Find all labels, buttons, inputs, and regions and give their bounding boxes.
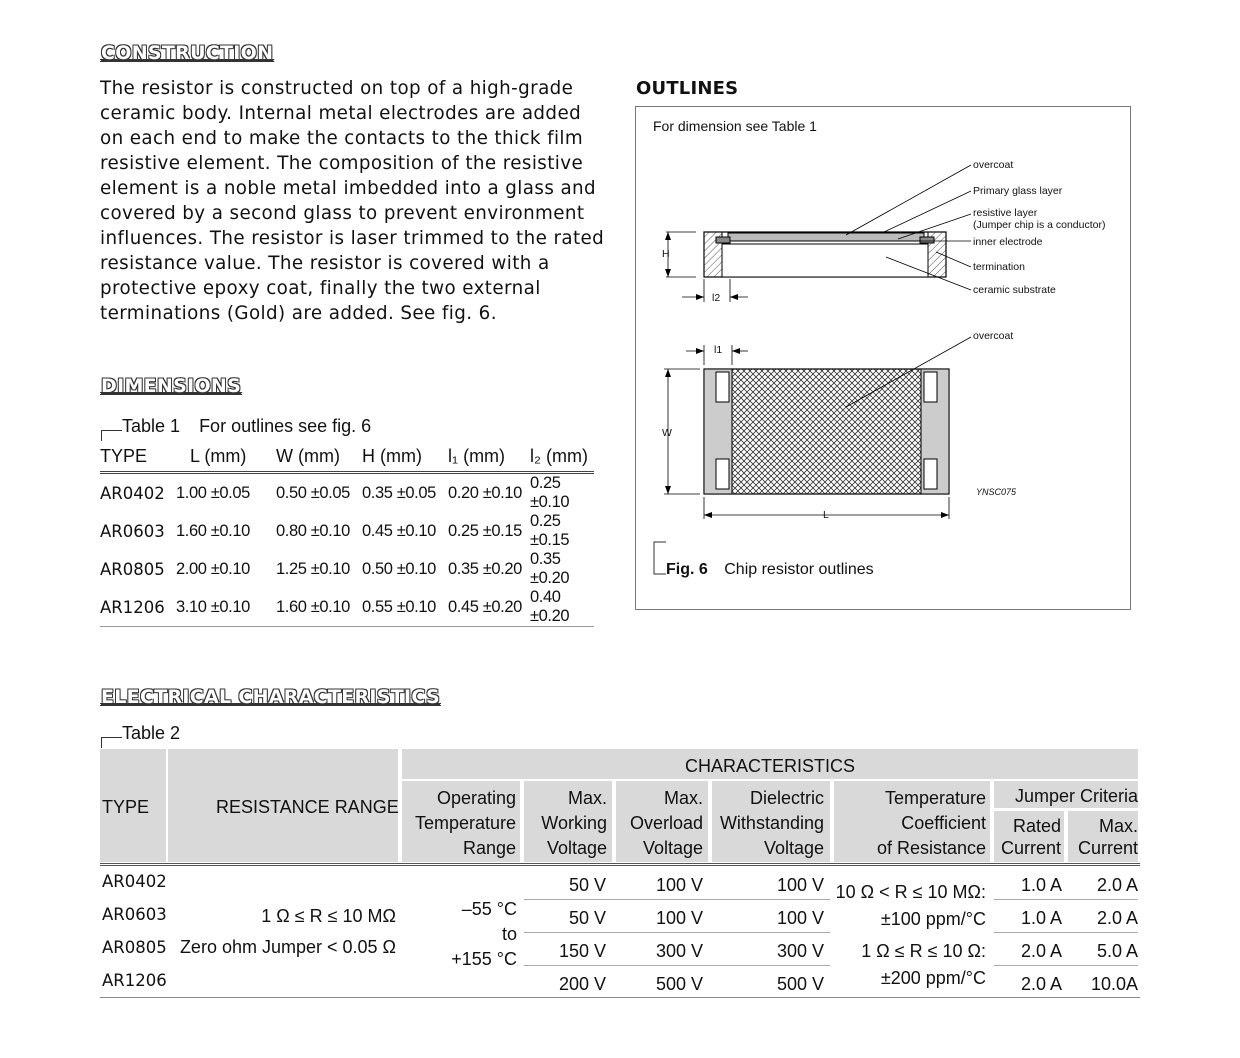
tc-line: 1 Ω ≤ R ≤ 10 Ω:	[861, 941, 986, 961]
header-line: Working	[541, 813, 607, 833]
working-cell: 200 V	[558, 974, 606, 994]
type-cell: AR1206	[102, 971, 167, 990]
text-line: element is a noble metal imbedded into a glass and	[100, 178, 597, 199]
outlines-title: OUTLINES	[636, 78, 739, 99]
table2-label-row	[101, 723, 180, 744]
header-line: Dielectric	[749, 788, 824, 808]
type-cell: AR0603	[102, 905, 167, 924]
table2-label: Table 2	[122, 723, 181, 743]
cell: 0.40 ±0.20	[530, 588, 594, 627]
cell: 0.50 ±0.05	[276, 483, 350, 502]
cell: 3.10 ±0.10	[176, 588, 276, 627]
col-l2: l₂ (mm)	[530, 446, 594, 473]
cell: 0.25 ±0.10	[530, 474, 570, 511]
header-line: Range	[462, 838, 516, 858]
fig-corner-mark	[654, 542, 666, 574]
op-line: to	[501, 924, 517, 944]
header-line: Coefficient	[901, 813, 986, 833]
overload-cell: 100 V	[655, 875, 703, 895]
cell: AR0603	[100, 521, 165, 541]
header-line: Overload	[629, 813, 703, 833]
max-current-cell: 2.0 A	[1096, 908, 1138, 928]
cell: 1.00 ±0.05	[176, 483, 250, 502]
col-resistance-range: RESISTANCE RANGE	[216, 797, 399, 817]
cell: 0.25 ±0.15	[530, 512, 570, 549]
cell: AR0805	[100, 559, 165, 579]
op-temp-cell	[402, 897, 517, 972]
label-ceramic: ceramic substrate	[973, 284, 1056, 296]
figure-code: YNSC075	[976, 487, 1017, 497]
row-separator	[524, 965, 830, 966]
dimensions-table	[100, 446, 594, 627]
dim-l: L	[823, 509, 829, 521]
header-line: Max.	[567, 788, 607, 808]
dimensions-title: DIMENSIONS	[101, 375, 242, 397]
overload-cell: 500 V	[655, 974, 703, 994]
rated-cell: 2.0 A	[1020, 941, 1062, 961]
label-primary-glass: Primary glass layer	[973, 185, 1063, 197]
max-current-cell: 2.0 A	[1096, 875, 1138, 895]
outlines-figure	[635, 106, 1131, 610]
cell: 0.45 ±0.10	[362, 521, 436, 540]
table-corner-mark	[101, 737, 122, 748]
table1-label: Table 1	[122, 416, 181, 436]
overload-cell: 300 V	[655, 941, 703, 961]
cell: AR1206	[100, 588, 176, 627]
header-line: Voltage	[763, 838, 824, 858]
label-resistive: resistive layer	[973, 207, 1038, 219]
top-view	[664, 337, 971, 519]
tc-cell	[830, 879, 986, 992]
cell: 0.35 ±0.20	[530, 550, 570, 587]
header-line: Operating	[436, 788, 516, 808]
table-row	[100, 512, 594, 550]
cell: 1.60 ±0.10	[176, 521, 250, 540]
cell: 2.00 ±0.10	[176, 559, 250, 578]
cell: 0.50 ±0.10	[362, 559, 436, 578]
col-dielectric	[712, 786, 824, 861]
header-rule	[100, 863, 1140, 866]
construction-title: CONSTRUCTION	[101, 42, 274, 64]
table-header	[100, 446, 594, 473]
label-inner-electrode: inner electrode	[973, 236, 1043, 248]
dielectric-cell: 100 V	[776, 875, 824, 895]
text-line: protective epoxy coat, finally the two external	[100, 278, 541, 299]
chip-diagram	[636, 107, 1130, 609]
cell: 0.25 ±0.15	[448, 521, 522, 540]
col-h: H (mm)	[362, 446, 448, 473]
tc-line: ±200 ppm/°C	[880, 968, 986, 988]
op-line: –55 °C	[461, 899, 517, 919]
max-current-cell: 10.0A	[1090, 974, 1138, 994]
fig-caption: Chip resistor outlines	[724, 561, 874, 578]
col-overload-voltage	[616, 786, 703, 861]
max-current-cell: 5.0 A	[1096, 941, 1138, 961]
overload-cell: 100 V	[655, 908, 703, 928]
table-corner-mark	[101, 430, 122, 441]
header-line: Withstanding	[719, 813, 824, 833]
cell: 0.45 ±0.20	[448, 588, 530, 627]
text-line: influences. The resistor is laser trimmed to the rated	[100, 228, 605, 249]
electrical-title: ELECTRICAL CHARACTERISTICS	[101, 686, 441, 708]
range-cell: 1 Ω ≤ R ≤ 10 MΩ	[261, 906, 396, 926]
header-line: Temperature	[414, 813, 516, 833]
header-line: of Resistance	[876, 838, 986, 858]
col-l1: l₁ (mm)	[448, 446, 530, 473]
row-separator	[994, 899, 1138, 900]
text-line: terminations (Gold) are added. See fig. 6.	[100, 303, 497, 324]
header-line: Voltage	[642, 838, 703, 858]
table-row	[100, 588, 594, 627]
cell: 1.25 ±0.10	[276, 559, 350, 578]
electrical-table	[100, 749, 1140, 999]
working-cell: 50 V	[568, 908, 606, 928]
construction-text	[100, 76, 620, 326]
col-operating-temp	[402, 786, 516, 861]
working-cell: 150 V	[558, 941, 606, 961]
label-overcoat-top: overcoat	[973, 330, 1014, 342]
row-separator	[994, 932, 1138, 933]
col-rated-current	[994, 815, 1061, 859]
table1-caption: For outlines see fig. 6	[199, 416, 372, 436]
text-line: resistive element. The composition of the resistive	[100, 153, 584, 174]
dielectric-cell: 300 V	[776, 941, 824, 961]
text-line: ceramic body. Internal metal electrodes are added	[100, 103, 582, 124]
table-bottom-rule	[100, 997, 1140, 998]
rated-cell: 1.0 A	[1020, 875, 1062, 895]
type-cell: AR0805	[102, 938, 167, 957]
table-row	[100, 550, 594, 588]
text-line: on each end to make the contacts to the thick film	[100, 128, 584, 149]
outlines-note: For dimension see Table 1	[653, 118, 817, 134]
text-line: resistance value. The resistor is covered with a	[100, 253, 550, 274]
col-l: L (mm)	[176, 446, 276, 473]
tc-line: ±100 ppm/°C	[880, 909, 986, 929]
type-cell: AR0402	[102, 872, 167, 891]
rated-cell: 1.0 A	[1020, 908, 1062, 928]
table-row	[100, 473, 594, 513]
fig-caption-row	[666, 561, 874, 579]
text-line: covered by a second glass to prevent environment	[100, 203, 585, 224]
range-cell: Zero ohm Jumper < 0.05 Ω	[179, 937, 396, 957]
cell: 0.80 ±0.10	[276, 521, 350, 540]
header-line: Current	[1000, 838, 1061, 858]
cell: 0.20 ±0.10	[448, 483, 522, 502]
cell: AR0402	[100, 483, 165, 503]
cell: 0.55 ±0.10	[362, 588, 448, 627]
header-line: Max.	[663, 788, 703, 808]
text-line: The resistor is constructed on top of a high-grade	[100, 78, 574, 99]
tc-line: 10 Ω < R ≤ 10 MΩ:	[835, 882, 986, 902]
header-line: Current	[1077, 838, 1138, 858]
dielectric-cell: 500 V	[776, 974, 824, 994]
cell: 0.35 ±0.20	[448, 559, 522, 578]
dim-l1: l1	[714, 344, 723, 356]
rated-cell: 2.0 A	[1020, 974, 1062, 994]
side-view	[665, 165, 971, 302]
row-separator	[524, 899, 830, 900]
col-working-voltage	[524, 786, 607, 861]
row-separator	[994, 965, 1138, 966]
working-cell: 50 V	[568, 875, 606, 895]
header-line: Voltage	[546, 838, 607, 858]
col-type: TYPE	[102, 797, 150, 817]
header-line: Max.	[1098, 816, 1138, 836]
label-jumper: (Jumper chip is a conductor)	[973, 219, 1106, 231]
header-line: Rated	[1012, 816, 1061, 836]
jumper-criteria-header: Jumper Criteria	[1014, 786, 1138, 806]
fig-label: Fig. 6	[666, 561, 708, 578]
col-type: TYPE	[100, 446, 176, 473]
characteristics-header: CHARACTERISTICS	[685, 756, 856, 776]
cell: 1.60 ±0.10	[276, 588, 362, 627]
label-overcoat: overcoat	[973, 159, 1014, 171]
row-separator	[524, 932, 830, 933]
op-line: +155 °C	[451, 949, 517, 969]
dim-l2: l2	[712, 292, 721, 304]
col-max-current	[1068, 815, 1138, 859]
dielectric-cell: 100 V	[776, 908, 824, 928]
cell: 0.35 ±0.05	[362, 483, 436, 502]
table1-label-row	[101, 416, 371, 437]
col-w: W (mm)	[276, 446, 362, 473]
label-termination: termination	[973, 261, 1025, 273]
dim-h: H	[662, 248, 670, 260]
col-temp-coefficient	[834, 786, 986, 861]
dim-w: W	[662, 427, 672, 439]
header-line: Temperature	[884, 788, 986, 808]
